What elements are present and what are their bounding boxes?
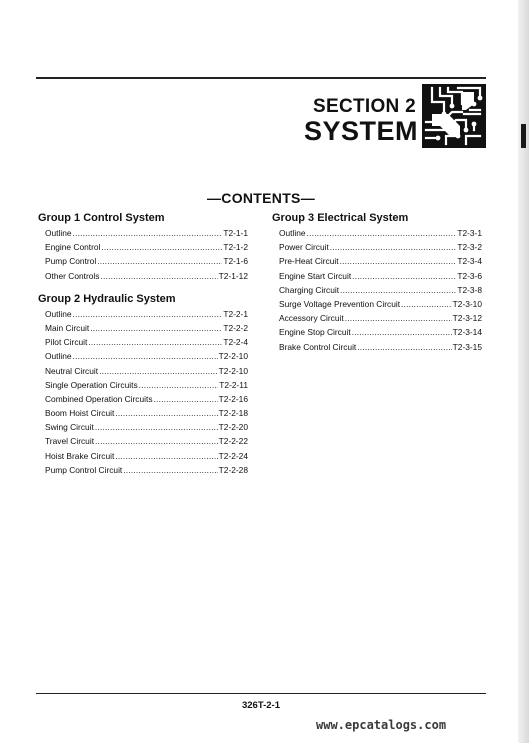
- toc-entry-label: Surge Voltage Prevention Circuit: [279, 298, 401, 309]
- toc-entry[interactable]: [38, 335, 248, 349]
- toc-entry-label: Outline: [45, 228, 72, 238]
- group-title: Group 3 Electrical System: [272, 212, 409, 224]
- toc-entry[interactable]: [272, 325, 482, 339]
- toc-entry-page: T2-2-20: [218, 422, 248, 433]
- toc-entry-page: T2-3-10: [452, 298, 482, 309]
- toc-entry-label: Pre-Heat Circuit: [279, 256, 339, 267]
- toc-entry[interactable]: [38, 378, 248, 392]
- toc-entry-page: T2-1-12: [218, 270, 248, 281]
- group-spacer: [38, 283, 248, 292]
- toc-entry-page: T2-3-12: [452, 313, 482, 324]
- toc-entry-label: Engine Start Circuit: [279, 270, 352, 281]
- footer-rule: [36, 693, 486, 694]
- toc-entry-label: Main Circuit: [45, 322, 90, 333]
- dot-leader: [352, 269, 456, 283]
- dot-leader: [357, 340, 451, 354]
- toc-entry-page: T2-3-1: [457, 228, 482, 238]
- toc-entry-label: Boom Hoist Circuit: [45, 408, 115, 419]
- dot-leader: [123, 463, 217, 477]
- dot-leader: [100, 269, 217, 283]
- contents-heading: —CONTENTS—: [207, 190, 315, 206]
- watermark: www.epcatalogs.com: [316, 718, 447, 732]
- dot-leader: [73, 349, 218, 363]
- toc-entry-page: T2-2-11: [219, 379, 248, 390]
- toc-entry-label: Brake Control Circuit: [279, 341, 357, 352]
- toc-entry[interactable]: [272, 269, 482, 283]
- toc-entry-page: T2-2-2: [223, 322, 248, 333]
- toc-entry-page: T2-2-4: [223, 337, 248, 348]
- toc-entry-label: Combined Operation Circuits: [45, 393, 153, 404]
- dot-leader: [73, 307, 223, 321]
- toc-entry[interactable]: [38, 463, 248, 477]
- toc-entry-page: T2-2-1: [223, 308, 248, 319]
- dot-leader: [352, 325, 452, 339]
- dot-leader: [345, 311, 452, 325]
- toc-entry[interactable]: [38, 226, 248, 240]
- toc-entry-page: T2-2-22: [218, 436, 248, 447]
- toc-entry[interactable]: [38, 434, 248, 448]
- toc-entry[interactable]: [38, 307, 248, 321]
- section-label: SECTION 2: [313, 96, 416, 117]
- toc-entry[interactable]: [38, 254, 248, 268]
- toc-entry-page: T2-2-10: [218, 365, 248, 376]
- dot-leader: [73, 226, 223, 240]
- toc-entry-label: Hoist Brake Circuit: [45, 450, 115, 461]
- toc-entry[interactable]: [272, 297, 482, 311]
- toc-entry[interactable]: [272, 240, 482, 254]
- dot-leader: [139, 378, 219, 392]
- toc-entry-label: Travel Circuit: [45, 436, 95, 447]
- toc-entry-label: Pump Control Circuit: [45, 464, 123, 475]
- dot-leader: [115, 406, 217, 420]
- toc-entry[interactable]: [38, 406, 248, 420]
- dot-leader: [115, 449, 217, 463]
- toc-entry[interactable]: [38, 321, 248, 335]
- toc-column-right: [272, 211, 482, 354]
- dot-leader: [99, 364, 218, 378]
- toc-entry-label: Outline: [45, 308, 72, 319]
- toc-entry-page: T2-3-4: [457, 256, 482, 267]
- toc-entry-page: T2-2-28: [218, 464, 248, 475]
- toc-entry[interactable]: [272, 226, 482, 240]
- dot-leader: [97, 254, 222, 268]
- section-edge-tab: [521, 124, 526, 148]
- dot-leader: [95, 420, 218, 434]
- toc-entry-page: T2-3-8: [457, 284, 482, 295]
- toc-entry-page: T2-3-15: [452, 341, 482, 352]
- toc-entry[interactable]: [272, 311, 482, 325]
- toc-entry-page: T2-2-16: [218, 393, 248, 404]
- toc-entry-label: Engine Stop Circuit: [279, 327, 351, 338]
- group-title: Group 1 Control System: [38, 212, 165, 224]
- toc-entry-label: Other Controls: [45, 270, 100, 281]
- toc-entry[interactable]: [272, 340, 482, 354]
- toc-entry-page: T2-2-24: [218, 450, 248, 461]
- toc-entry-page: T2-1-1: [223, 228, 248, 238]
- circuit-board-icon: [422, 84, 486, 148]
- toc-entry[interactable]: [38, 449, 248, 463]
- toc-entry-page: T2-1-6: [223, 256, 248, 267]
- toc-entry-page: T2-2-18: [218, 408, 248, 419]
- page-edge-shadow: [518, 0, 529, 743]
- toc-column-left: [38, 211, 248, 477]
- toc-entry[interactable]: [38, 392, 248, 406]
- dot-leader: [340, 283, 456, 297]
- dot-leader: [401, 297, 452, 311]
- toc-entry[interactable]: [272, 283, 482, 297]
- dot-leader: [101, 240, 222, 254]
- dot-leader: [307, 226, 457, 240]
- toc-entry-label: Outline: [45, 351, 72, 362]
- toc-entry-label: Swing Circuit: [45, 422, 94, 433]
- toc-entry-page: T2-1-2: [223, 242, 248, 253]
- group-title: Group 2 Hydraulic System: [38, 292, 176, 305]
- toc-entry[interactable]: [272, 254, 482, 268]
- dot-leader: [154, 392, 218, 406]
- toc-entry-page: T2-2-10: [218, 351, 248, 362]
- page-number: 326T-2-1: [241, 700, 281, 711]
- toc-entry[interactable]: [38, 269, 248, 283]
- toc-entry[interactable]: [38, 349, 248, 363]
- toc-entry-label: Single Operation Circuits: [45, 379, 138, 390]
- toc-entry-label: Engine Control: [45, 242, 101, 253]
- section-title: SYSTEM: [303, 116, 418, 146]
- toc-entry-page: T2-3-2: [457, 242, 482, 253]
- dot-leader: [95, 434, 218, 448]
- toc-entry-label: Charging Circuit: [279, 284, 340, 295]
- dot-leader: [88, 335, 222, 349]
- toc-list: [38, 307, 248, 477]
- toc-entry[interactable]: [38, 420, 248, 434]
- toc-entry-label: Pump Control: [45, 256, 97, 267]
- toc-entry-page: T2-3-6: [457, 270, 482, 281]
- toc-entry-label: Neutral Circuit: [45, 365, 99, 376]
- toc-entry-page: T2-3-14: [452, 327, 482, 338]
- toc-entry[interactable]: [38, 364, 248, 378]
- toc-entry-label: Accessory Circuit: [279, 313, 344, 324]
- dot-leader: [340, 254, 457, 268]
- toc-entry-label: Pilot Circuit: [45, 337, 88, 348]
- toc-entry[interactable]: [38, 240, 248, 254]
- toc-list: [38, 226, 248, 283]
- dot-leader: [330, 240, 457, 254]
- dot-leader: [90, 321, 222, 335]
- header-rule: [36, 77, 486, 79]
- toc-list: [272, 226, 482, 354]
- toc-entry-label: Power Circuit: [279, 242, 329, 253]
- toc-entry-label: Outline: [279, 228, 306, 238]
